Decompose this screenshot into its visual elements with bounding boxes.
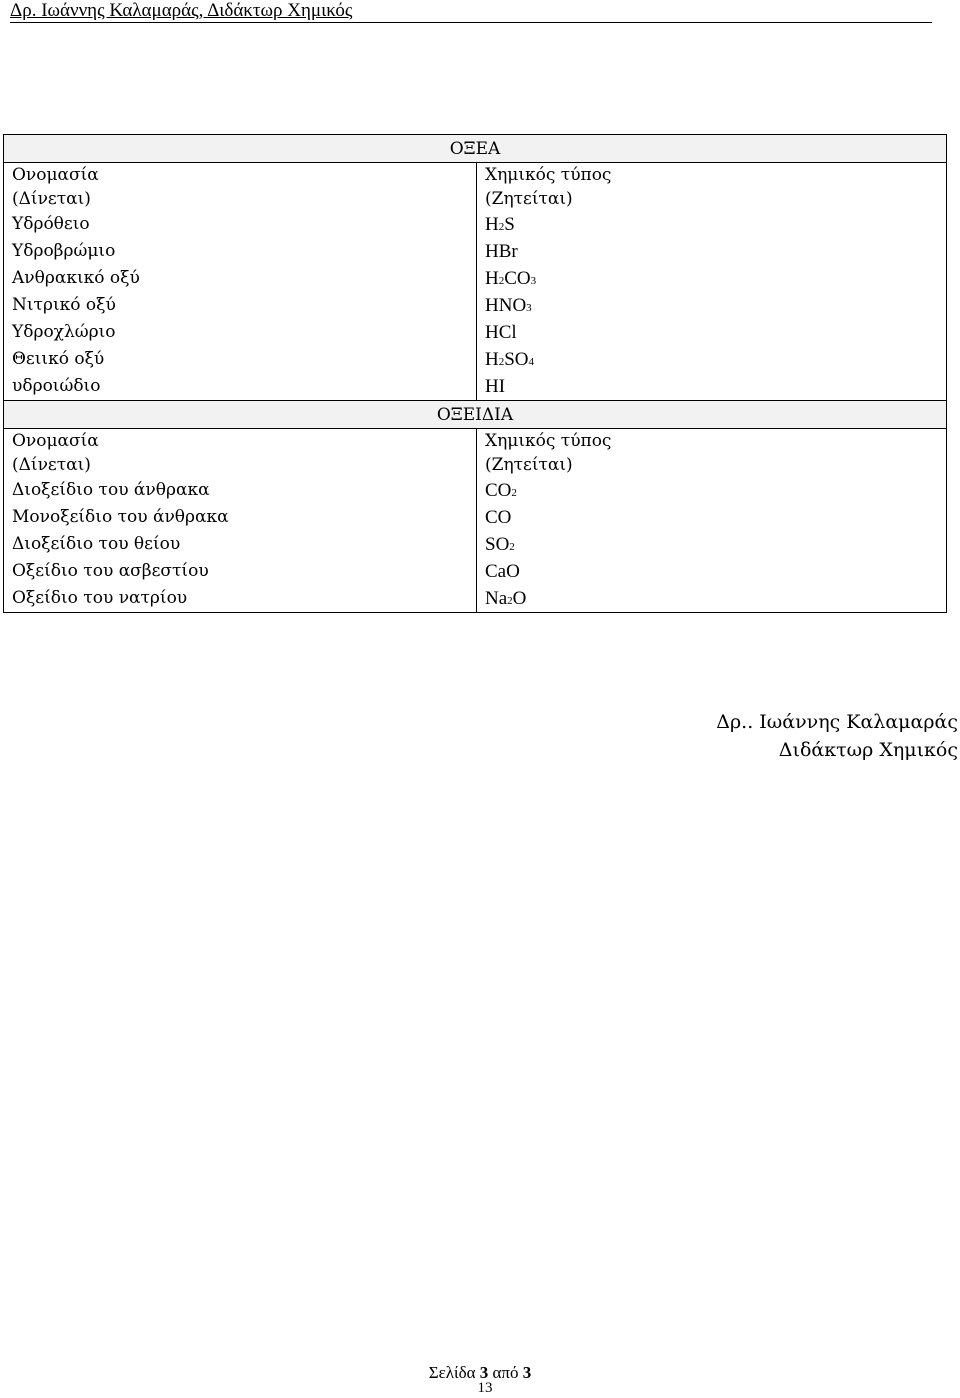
acid-formula: HNO3: [485, 295, 532, 316]
acid-name: Υδρόθειο: [12, 214, 90, 234]
oxide-formula: CaO: [485, 561, 520, 582]
page-number: 13: [477, 1380, 493, 1396]
acid-formula: HBr: [485, 241, 518, 262]
oxide-name: Διοξείδιο του θείου: [12, 534, 181, 554]
acid-name: υδροιώδιο: [12, 376, 101, 396]
oxide-formula: CO2: [485, 480, 517, 501]
acid-formula: H2CO3: [485, 268, 537, 289]
acids-section-title: ΟΞΕΑ: [4, 135, 947, 163]
footer-prefix: Σελίδα: [428, 1363, 480, 1382]
formula-subscript: 3: [526, 302, 532, 314]
chemistry-table: [3, 134, 947, 613]
acids-formulas-cell: [477, 163, 947, 401]
formula-subscript: 2: [498, 275, 505, 287]
signature-name: Δρ.. Ιωάννης Καλαμαράς: [716, 711, 958, 733]
oxide-formula: SO2: [485, 534, 515, 555]
oxides-formula-header-line1: Χημικός τύπος: [485, 431, 612, 451]
oxides-formula-header-line2: (Ζητείται): [485, 455, 573, 475]
acid-name: Θειικό οξύ: [12, 349, 105, 369]
oxide-name: Οξείδιο του ασβεστίου: [12, 561, 209, 581]
oxides-section-title: ΟΞΕΙΔΙΑ: [4, 401, 947, 429]
formula-subscript: 2: [511, 487, 517, 499]
acid-name: Υδροβρώμιο: [12, 241, 116, 261]
formula-subscript: 2: [509, 541, 515, 553]
oxide-name: Διοξείδιο του άνθρακα: [12, 480, 210, 500]
acids-name-header-line1: Ονομασία: [12, 165, 99, 185]
signature-title: Διδάκτωρ Χημικός: [778, 739, 958, 761]
acid-formula: HCl: [485, 322, 517, 343]
footer-page: 3: [479, 1363, 489, 1382]
acids-formula-header-line2: (Ζητείται): [485, 189, 573, 209]
oxides-name-header-line2: (Δίνεται): [12, 455, 91, 475]
acids-formula-header-line1: Χημικός τύπος: [485, 165, 612, 185]
formula-subscript: 2: [498, 356, 505, 368]
acid-formula: HI: [485, 376, 506, 397]
acid-formula: H2SO4: [485, 349, 535, 370]
oxides-formulas-cell: [477, 429, 947, 613]
acids-names-cell: [4, 163, 477, 401]
formula-subscript: 2: [507, 595, 513, 607]
oxide-formula: Na2O: [485, 588, 527, 609]
formula-subscript: 2: [498, 221, 505, 233]
formula-subscript: 3: [530, 275, 537, 287]
acid-name: Ανθρακικό οξύ: [12, 268, 140, 288]
acid-formula: H2S: [485, 214, 515, 235]
page-header: [10, 0, 932, 23]
acid-name: Νιτρικό οξύ: [12, 295, 116, 315]
header-text: Δρ. Ιωάννης Καλαμαράς, Διδάκτωρ Χημικός: [10, 0, 353, 21]
acid-name: Υδροχλώριο: [12, 322, 116, 342]
footer-middle: από: [488, 1363, 523, 1382]
oxide-name: Οξείδιο του νατρίου: [12, 588, 188, 608]
oxide-formula: CO: [485, 507, 512, 528]
signature-block: [716, 708, 958, 764]
oxides-name-header-line1: Ονομασία: [12, 431, 99, 451]
oxides-names-cell: [4, 429, 477, 613]
oxide-name: Μονοξείδιο του άνθρακα: [12, 507, 229, 527]
footer-total: 3: [522, 1363, 532, 1382]
acids-name-header-line2: (Δίνεται): [12, 189, 91, 209]
formula-subscript: 4: [528, 356, 535, 368]
